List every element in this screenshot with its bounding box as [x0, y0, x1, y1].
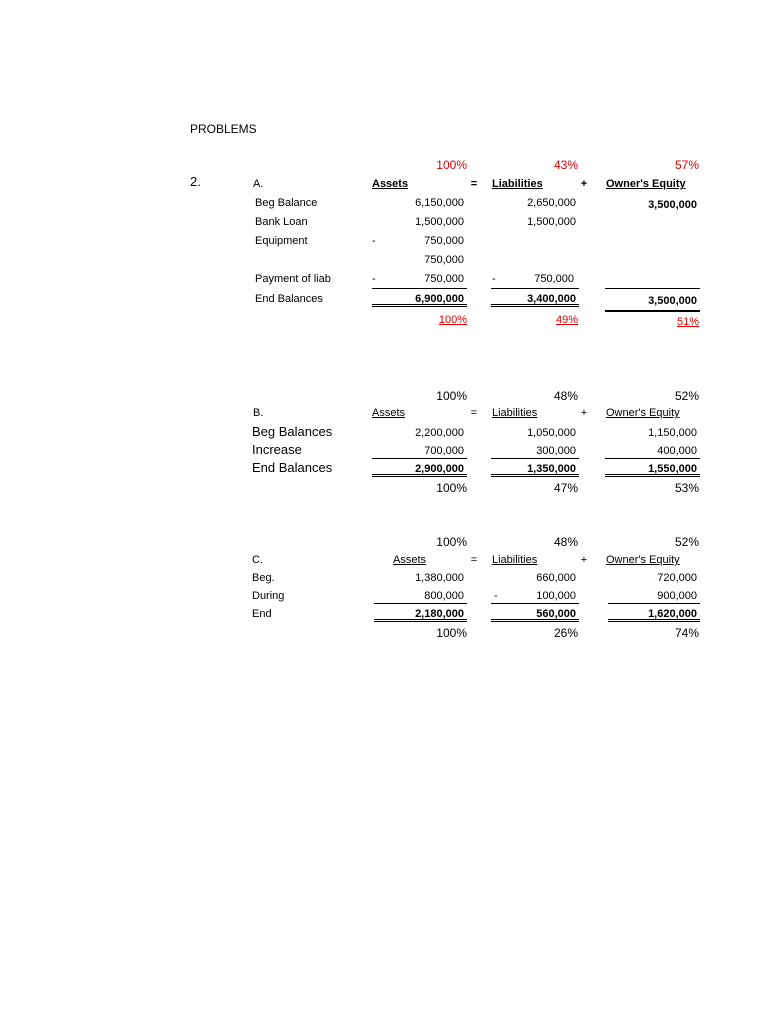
a-pct-bottom-assets: 100%: [438, 314, 467, 326]
c-header-liabilities: Liabilities: [492, 554, 538, 566]
a-pct-top-liab: 43%: [553, 158, 578, 172]
c-header-plus: +: [580, 554, 588, 566]
b-double-rule-oe: [605, 474, 700, 477]
a-end-label: End Balances: [255, 293, 323, 305]
a-row-liab: 2,650,000: [527, 197, 576, 209]
a-row-assets: 750,000: [424, 235, 464, 247]
c-row-assets: 1,380,000: [415, 572, 464, 584]
c-row-oe: 900,000: [657, 590, 697, 602]
b-double-rule-liab: [491, 474, 579, 477]
b-header-assets: Assets: [372, 407, 406, 419]
c-end-assets: 2,180,000: [415, 608, 464, 620]
a-end-oe: 3,500,000: [648, 295, 697, 307]
a-row-liab: 1,500,000: [527, 216, 576, 228]
c-rule-oe: [608, 603, 700, 604]
b-row-label: Increase: [252, 442, 302, 457]
a-header-liabilities: Liabilities: [492, 178, 543, 190]
b-end-assets: 2,900,000: [415, 463, 464, 475]
c-header-equals: =: [470, 554, 478, 566]
c-pct-top-oe: 52%: [674, 535, 699, 549]
b-pct-top-oe: 52%: [674, 389, 699, 403]
b-row-label: Beg Balances: [252, 424, 333, 439]
a-row-liab: 750,000: [534, 273, 574, 285]
c-double-rule-liab: [491, 619, 579, 622]
a-row-label: Bank Loan: [255, 216, 308, 228]
b-row-oe: 400,000: [657, 445, 697, 457]
b-label: B.: [253, 407, 264, 419]
c-pct-top-assets: 100%: [436, 535, 467, 549]
b-pct-top-assets: 100%: [436, 389, 467, 403]
a-row-assets: 1,500,000: [415, 216, 464, 228]
a-rule-assets: [372, 288, 467, 289]
c-rule-liab: [491, 603, 579, 604]
c-rule-assets: [374, 603, 467, 604]
a-row-label: Equipment: [255, 235, 308, 247]
a-rule-liab: [491, 288, 579, 289]
c-row-liab: 100,000: [536, 590, 576, 602]
b-pct-bottom-liab: 47%: [553, 481, 578, 495]
a-row-label: Payment of liab: [255, 273, 331, 285]
b-header-liabilities: Liabilities: [492, 407, 538, 419]
c-double-rule-oe: [608, 619, 700, 622]
a-header-owners-equity: Owner's Equity: [606, 178, 686, 190]
c-row-label: During: [252, 590, 285, 602]
c-row-liab: 660,000: [536, 572, 576, 584]
b-header-plus: +: [580, 407, 588, 419]
a-pct-top-oe: 57%: [674, 158, 699, 172]
c-header-owners-equity: Owner's Equity: [606, 554, 680, 566]
c-pct-bottom-liab: 26%: [553, 626, 578, 640]
c-row-label: Beg.: [252, 572, 275, 584]
page-title: PROBLEMS: [190, 122, 257, 136]
a-row-assets: 750,000: [424, 273, 464, 285]
c-pct-bottom-oe: 74%: [674, 626, 699, 640]
a-end-assets: 6,900,000: [415, 293, 464, 305]
c-row-oe: 720,000: [657, 572, 697, 584]
c-label: C.: [252, 554, 263, 566]
a-double-rule-assets: [372, 304, 467, 307]
c-end-oe: 1,620,000: [648, 608, 697, 620]
c-double-rule-assets: [374, 619, 467, 622]
b-row-oe: 1,150,000: [648, 427, 697, 439]
a-pct-top-assets: 100%: [436, 158, 467, 172]
a-rule-oe: [605, 288, 700, 289]
c-row-sign-liab: -: [494, 590, 498, 602]
a-pct-bottom-liab: 49%: [555, 314, 578, 326]
a-row-assets: 6,150,000: [415, 197, 464, 209]
c-header-assets: Assets: [393, 554, 427, 566]
b-rule-assets: [372, 458, 467, 459]
c-row-assets: 800,000: [424, 590, 464, 602]
a-rule-oe-bottom: [605, 310, 700, 312]
a-row-sign-assets: -: [372, 235, 376, 247]
c-end-liab: 560,000: [536, 608, 576, 620]
b-row-assets: 700,000: [424, 445, 464, 457]
b-header-equals: =: [470, 407, 478, 419]
c-end-label: End: [252, 608, 272, 620]
b-end-label: End Balances: [252, 460, 333, 475]
b-header-owners-equity: Owner's Equity: [606, 407, 680, 419]
b-rule-liab: [491, 458, 579, 459]
a-label: A.: [253, 178, 264, 190]
a-row-sign-assets: -: [372, 273, 376, 285]
a-row-oe: 3,500,000: [648, 199, 697, 211]
b-pct-bottom-oe: 53%: [674, 481, 699, 495]
b-end-oe: 1,550,000: [648, 463, 697, 475]
b-rule-oe: [605, 458, 700, 459]
a-row-sign-liab: -: [492, 273, 496, 285]
a-header-assets: Assets: [372, 178, 409, 190]
a-row-assets: 750,000: [424, 254, 464, 266]
b-pct-top-liab: 48%: [553, 389, 578, 403]
b-row-assets: 2,200,000: [415, 427, 464, 439]
b-double-rule-assets: [372, 474, 467, 477]
a-row-label: Beg Balance: [255, 197, 318, 209]
a-header-equals: =: [470, 178, 478, 190]
a-pct-bottom-oe: 51%: [676, 316, 699, 328]
a-double-rule-liab: [491, 304, 579, 307]
c-pct-top-liab: 48%: [553, 535, 578, 549]
c-pct-bottom-assets: 100%: [436, 626, 467, 640]
b-end-liab: 1,350,000: [527, 463, 576, 475]
a-header-plus: +: [580, 178, 588, 190]
problem-number: 2.: [190, 174, 201, 189]
b-row-liab: 1,050,000: [527, 427, 576, 439]
a-end-liab: 3,400,000: [527, 293, 576, 305]
b-pct-bottom-assets: 100%: [436, 481, 467, 495]
b-row-liab: 300,000: [536, 445, 576, 457]
